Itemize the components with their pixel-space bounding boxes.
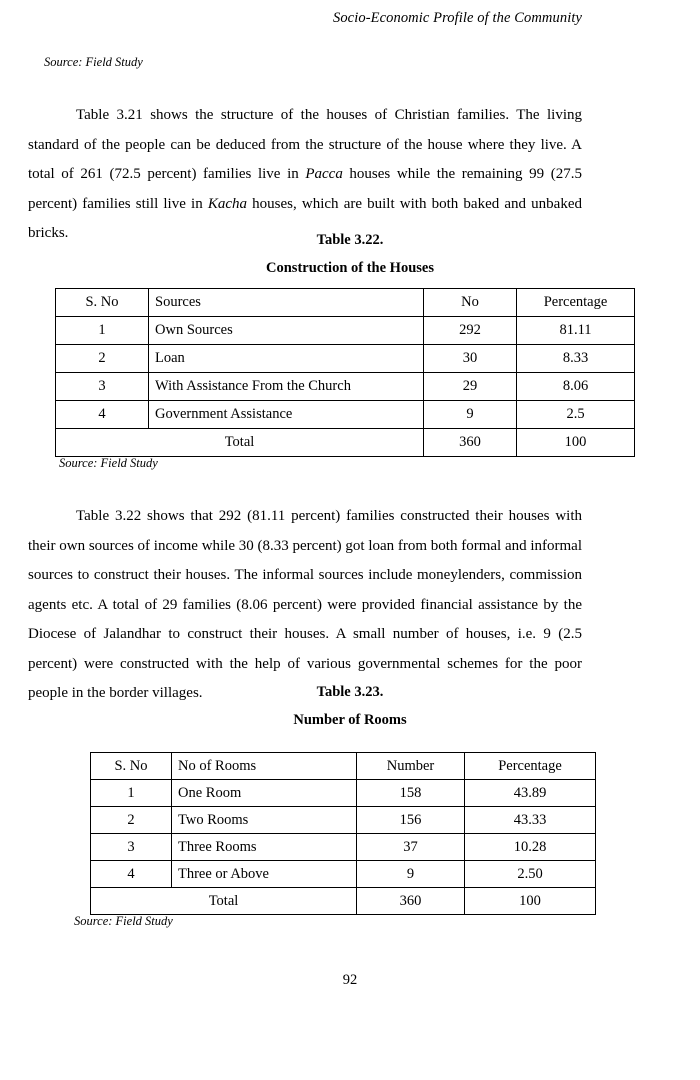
- cell-percentage: 81.11: [517, 317, 635, 345]
- paragraph-table-3-21-discussion: [28, 101, 582, 249]
- cell-percentage: 2.50: [465, 861, 596, 888]
- cell-source: Loan: [149, 345, 424, 373]
- table-row: [91, 780, 596, 807]
- cell-number: 37: [357, 834, 465, 861]
- cell-sno: 4: [91, 861, 172, 888]
- emphasis-kacha: Kacha: [207, 195, 248, 212]
- table-header-row: [56, 289, 635, 317]
- table-row: [91, 861, 596, 888]
- table-row: [56, 345, 635, 373]
- source-note-top: Source: Field Study: [44, 55, 143, 69]
- cell-rooms: Three or Above: [172, 861, 357, 888]
- table-row: [91, 807, 596, 834]
- table-row: [91, 834, 596, 861]
- cell-total-percentage: 100: [517, 429, 635, 457]
- column-header-rooms: No of Rooms: [172, 753, 357, 780]
- cell-sno: 3: [91, 834, 172, 861]
- cell-number: 156: [357, 807, 465, 834]
- page-number: 92: [342, 972, 358, 988]
- column-header-sources: Sources: [149, 289, 424, 317]
- table-row: [56, 317, 635, 345]
- cell-sno: 1: [56, 317, 149, 345]
- cell-rooms: One Room: [172, 780, 357, 807]
- cell-source: Own Sources: [149, 317, 424, 345]
- cell-sno: 4: [56, 401, 149, 429]
- column-header-percentage: Percentage: [517, 289, 635, 317]
- cell-total-number: 360: [357, 888, 465, 915]
- cell-no: 30: [424, 345, 517, 373]
- cell-total-percentage: 100: [465, 888, 596, 915]
- cell-source: With Assistance From the Church: [149, 373, 424, 401]
- cell-total-label: Total: [91, 888, 357, 915]
- cell-no: 292: [424, 317, 517, 345]
- cell-rooms: Two Rooms: [172, 807, 357, 834]
- cell-number: 9: [357, 861, 465, 888]
- column-header-number: Number: [357, 753, 465, 780]
- table-323-caption-title: Number of Rooms: [293, 712, 407, 728]
- cell-no: 29: [424, 373, 517, 401]
- cell-percentage: 8.33: [517, 345, 635, 373]
- source-note-table-323: Source: Field Study: [74, 914, 173, 928]
- running-header: Socio-Economic Profile of the Community: [332, 10, 582, 26]
- cell-sno: 2: [91, 807, 172, 834]
- cell-no: 9: [424, 401, 517, 429]
- cell-source: Government Assistance: [149, 401, 424, 429]
- column-header-sno: S. No: [91, 753, 172, 780]
- column-header-no: No: [424, 289, 517, 317]
- table-322-caption-title: Construction of the Houses: [266, 260, 434, 276]
- table-total-row: [91, 888, 596, 915]
- cell-percentage: 43.33: [465, 807, 596, 834]
- cell-number: 158: [357, 780, 465, 807]
- cell-rooms: Three Rooms: [172, 834, 357, 861]
- cell-percentage: 2.5: [517, 401, 635, 429]
- emphasis-pacca: Pacca: [305, 166, 343, 182]
- cell-total-label: Total: [56, 429, 424, 457]
- cell-sno: 3: [56, 373, 149, 401]
- cell-sno: 1: [91, 780, 172, 807]
- paragraph-text-segment: Table 3.21 shows the structure of the houses of Christian families. The living standard of the people can be deduced from the structure of the house where they live. A total of 261 (72.5 percent) families live in: [28, 107, 582, 182]
- table-row: [56, 401, 635, 429]
- paragraph-text-segment: houses, which are built with both baked and unbaked bricks.: [28, 195, 582, 241]
- table-row: [56, 373, 635, 401]
- cell-percentage: 43.89: [465, 780, 596, 807]
- column-header-sno: S. No: [56, 289, 149, 317]
- table-header-row: [91, 753, 596, 780]
- table-323-caption-number: Table 3.23.: [316, 684, 384, 700]
- paragraph-table-3-22-discussion: Table 3.22 shows that 292 (81.11 percent) families constructed their houses with their own sources of income while 30 (8.33 percent) got loan from both formal and informal sources to construct their houses. The informal sources include moneylenders, commission agents etc. A total of 29 families (8.06 percent) were provided financial assistance by the Diocese of Jalandhar to construct their houses. A small number of houses, i.e. 9 (2.5 percent) were constructed with the help of various governmental schemes for the poor people in the border villages.: [28, 508, 583, 701]
- table-number-of-rooms: [90, 752, 596, 915]
- table-322-caption-number: Table 3.22.: [316, 232, 384, 248]
- cell-sno: 2: [56, 345, 149, 373]
- table-total-row: [56, 429, 635, 457]
- cell-total-no: 360: [424, 429, 517, 457]
- cell-percentage: 8.06: [517, 373, 635, 401]
- paragraph-text-segment: houses while the remaining 99 (27.5 percent) families still live in: [28, 166, 582, 212]
- column-header-percentage: Percentage: [465, 753, 596, 780]
- source-note-table-322: Source: Field Study: [59, 456, 158, 470]
- table-construction-of-the-houses: [55, 288, 635, 457]
- cell-percentage: 10.28: [465, 834, 596, 861]
